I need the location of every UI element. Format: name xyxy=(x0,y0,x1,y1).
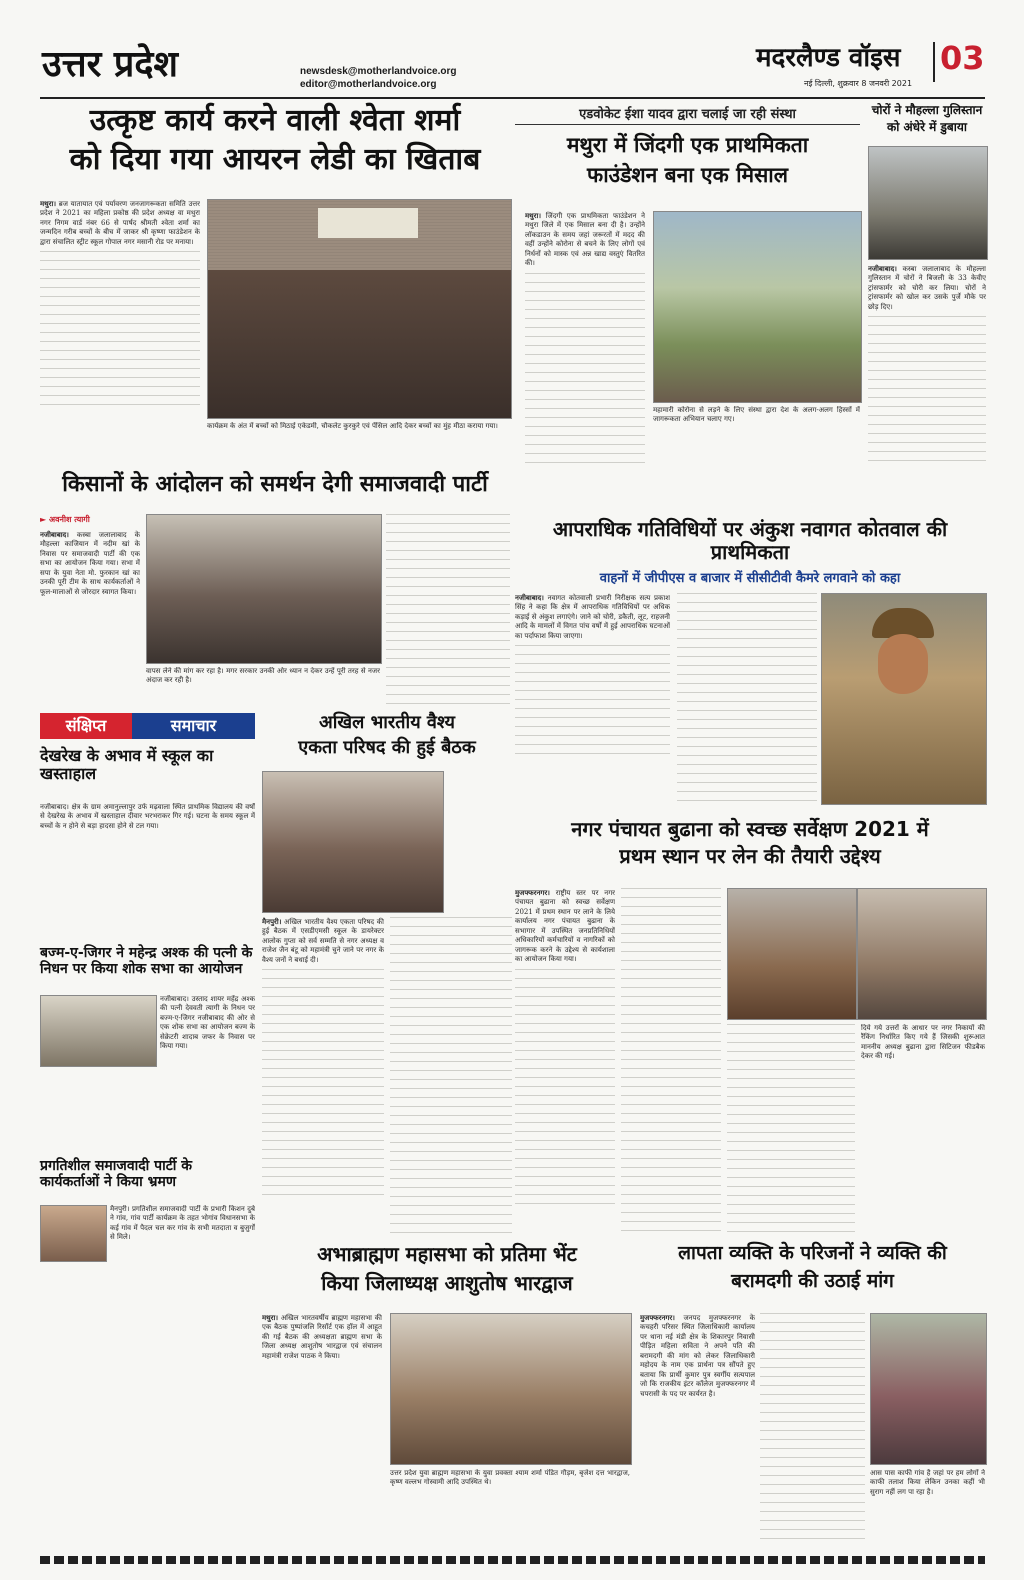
story4-body-column3 xyxy=(386,514,510,704)
page-number: 03 xyxy=(940,39,985,77)
story-vaishya xyxy=(262,713,512,1233)
brief-item3-title: प्रगतिशील समाजवादी पार्टी के कार्यकर्ताओं ने किया भ्रमण xyxy=(40,1158,193,1191)
story1-caption: कार्यक्रम के अंत में बच्चों को मिठाई एकेडमी, चौकलेट कुरकुरे एवं पेंसिल आदि देकर बच्चों का मुंह मीठा कराया गया। xyxy=(207,422,498,430)
story4-caption: वापस लेने की मांग कर रहा है। मगर सरकार उनकी ओर ध्यान न देकर उन्हें पूरी तरह से नजर अंदाज कर रही है। xyxy=(146,667,380,685)
story8-headline-line1: अभाब्राह्मण महासभा को प्रतिमा भेंट xyxy=(317,1242,577,1266)
story3-lead: कस्बा जलालाबाद के मौहल्ला गुलिस्तान में चोरों ने बिजली के 33 केवीए ट्रांसफार्मर को चोरी कर लिया। चोरों ने ट्रांसफार्मर को खोल कर उसके पुर्जे मौके पर छोड़ दिए। xyxy=(868,265,986,311)
story9-headline-line2: बरामदगी की उठाई मांग xyxy=(731,1269,894,1292)
masthead xyxy=(0,0,1024,100)
story4-lead: कस्बा जलालाबाद के मौहल्ला काजियान में नदीम खां के निवास पर समाजवादी पार्टी की एक सभा का आयोजन किया गया। सभा में सपा के युवा नेता मो. फुरकान खां का उनकी पूरी टीम के साथ कार्यकर्ताओं ने फूल-मालाओं से जोरदार स्वागत किया। xyxy=(40,531,140,596)
story2-headline-line1: मथुरा में जिंदगी एक प्राथमिकता xyxy=(566,133,809,157)
story-budhana xyxy=(515,818,985,1238)
masthead-divider xyxy=(933,42,935,82)
story2-lead: जिंदगी एक प्राथमिकता फाउंडेशन ने मथुरा जिले में एक मिसाल बना दी है। उन्होंने लॉकडाउन के समय जहां जरूरतों में मदद की वहीं उन्होंने कोरोना से बचने के लिए लोगों एवं निर्धनों को मास्क एवं अन्न खाद्य वस्तुएं वितरित की। xyxy=(525,212,645,268)
story1-body-continued xyxy=(40,251,200,411)
story4-photo xyxy=(146,514,382,664)
story2-caption: महामारी कोरोना से लड़ने के लिए संस्था द्वारा देश के अलग-अलग हिस्सों में जागरूकता अभियान चलाए गए। xyxy=(653,406,860,424)
print-registration-bar xyxy=(40,1556,985,1564)
brand-name: मदरलैण्ड वॉइस xyxy=(756,43,901,73)
story4-headline: किसानों के आंदोलन को समर्थन देगी समाजवादी पार्टी xyxy=(62,472,488,497)
story8-headline-line2: किया जिलाध्यक्ष आशुतोष भारद्वाज xyxy=(321,1271,573,1295)
story7-body-column3 xyxy=(727,1024,855,1234)
story5-lead: नवागत कोतवाली प्रभारी निरीक्षक सत्य प्रकाश सिंह ने कहा कि क्षेत्र में आपराधिक गतिविधियों पर अधिक कड़ाई से अंकुश लगाएंगे। जाने को चोरी, डकैती, लूट, राहजनी आदि के मामलों में विगत पांच वर्षों में हुई आपराधिक घटनाओं का पर्दाफाश किया जाएगा। xyxy=(515,594,670,640)
story6-body-continued xyxy=(262,969,384,1199)
brief-label-right: समाचार xyxy=(132,713,255,739)
story8-caption: उत्तर प्रदेश युवा ब्राह्मण महासभा के युवा प्रवक्ता श्याम शर्मा पंडित गौड़म, बृजेश दत्त भारद्वाज, कृष्ण वल्लभ गोस्वामी आदि उपस्थित थे। xyxy=(390,1469,630,1487)
story9-photo xyxy=(870,1313,987,1465)
story4-dateline: नजीबाबाद। xyxy=(40,530,69,539)
story7-body-continued xyxy=(515,969,615,1209)
story6-body xyxy=(262,917,384,1233)
story5-photo-officer xyxy=(821,593,987,805)
story6-body-column2 xyxy=(390,917,512,1233)
story6-headline-line1: अखिल भारतीय वैश्य xyxy=(318,712,455,733)
brief-header xyxy=(40,713,255,739)
story9-caption: आस पास काफी गांव है जहां पर हम लोगों ने काफी तलाश किया लेकिन उनका कहीं भी सुराग नहीं लग पा रहा है। xyxy=(870,1469,985,1496)
story4-byline xyxy=(40,514,90,525)
email-editor[interactable]: editor@motherlandvoice.org xyxy=(300,79,437,90)
story1-headline-line1: उत्कृष्ट कार्य करने वाली श्वेता शर्मा xyxy=(89,103,461,138)
story5-body-continued xyxy=(515,645,670,755)
story7-body xyxy=(515,888,615,1238)
brief-item2-title: बज्म-ए-जिगर ने महेन्द्र अश्क की पत्नी के निधन पर किया शोक सभा का आयोजन xyxy=(40,945,253,978)
story6-photo xyxy=(262,771,444,913)
story3-headline-line2: को अंधेरे में डुबाया xyxy=(887,119,967,134)
photo-banner xyxy=(318,208,418,238)
story7-headline-line2: प्रथम स्थान पर लेन की तैयारी उद्देश्य xyxy=(619,844,881,868)
story9-headline-line1: लापता व्यक्ति के परिजनों ने व्यक्ति की xyxy=(678,1242,947,1264)
story7-photo-right xyxy=(857,888,987,1020)
story5-body xyxy=(515,593,670,803)
brief-item3-photo xyxy=(40,1205,107,1262)
story5-body-column2 xyxy=(677,593,817,803)
story-iron-lady xyxy=(40,104,510,469)
story8-body xyxy=(262,1313,382,1543)
story-theft xyxy=(868,104,986,509)
story3-photo xyxy=(868,146,988,260)
brief-news xyxy=(40,713,255,1533)
story9-dateline: मुजफ्फरनगर। xyxy=(640,1313,675,1322)
story-brahmin-mahasabha xyxy=(262,1243,632,1543)
story2-body-continued xyxy=(525,273,645,463)
dateline: नई दिल्ली, शुक्रवार 8 जनवरी 2021 xyxy=(804,79,913,88)
story3-dateline: नजीबाबाद। xyxy=(868,264,897,273)
brief-item2-text: नजीबाबाद। उस्ताद शायर महेंद्र अश्क की पत्नी देववती त्यागी के निधन पर बज्म-ए-जिगर नजीबाबाद की ओर से एक शोक सभा का आयोजन बज्म के सेक्रेटरी शादाब जफर के निवास पर किया गया। xyxy=(160,995,255,1051)
story9-body-column2 xyxy=(760,1313,865,1543)
story8-photo xyxy=(390,1313,632,1465)
story4-body xyxy=(40,530,140,705)
story5-dateline: नजीबाबाद। xyxy=(515,593,544,602)
story9-body xyxy=(640,1313,755,1543)
story5-headline: आपराधिक गतिविधियों पर अंकुश नवागत कोतवाल की प्राथमिकता xyxy=(552,517,948,564)
story7-lead: राष्ट्रीय स्तर पर नगर पंचायत बुढाना को स्वच्छ सर्वेक्षण 2021 में प्रथम स्थान पर लाने के लिये कार्यालय नगर पंचायत बुढाना के सभागार में उपस्थित जनप्रतिनिधियों अधिकारियों कर्मचारियों व नागरिकों को जागरूक करने के उद्देश्य से कार्यशाला का आयोजन किया गया। xyxy=(515,889,615,964)
email-newsdesk[interactable]: newsdesk@motherlandvoice.org xyxy=(300,66,457,77)
brief-item1-title: देखरेख के अभाव में स्कूल का खस्ताहाल xyxy=(40,746,214,784)
brief-item3-text: मैनपुरी। प्रगतिशील समाजवादी पार्टी के प्रभारी किशन दुबे ने गांव, गांव पार्टी कार्यक्रम के तहत भोगांव विधानसभा के कई गांव में पैदल चल कर गांव के सभी मतदाता व बुजुर्गों से मिले। xyxy=(110,1205,255,1242)
story8-dateline: मथुरा। xyxy=(262,1313,278,1322)
story7-tail: दिये गये उत्तरों के आधार पर नगर निकायों की रैंकिंग निर्धारित किए गये हैं जिसकी शुरूआत माननीय अध्यक्ष बुढाना द्वारा सिटिजन फीडबैक देकर की गई। xyxy=(861,1024,985,1061)
story8-lead: अखिल भारतवर्षीय ब्राह्मण महासभा की एक बैठक पुष्पांजलि रिसॉर्ट एक हॉल में आहूत की गई बैठक की अध्यक्षता ब्राह्मण सभा के जिला अध्यक्ष आशुतोष भारद्वाज एवं संचालन महामंत्री राजेश पाठक ने किया। xyxy=(262,1314,382,1360)
story1-body xyxy=(40,199,200,469)
story2-photo xyxy=(653,211,862,403)
byline-arrow-icon: ► xyxy=(40,515,47,524)
story7-headline-line1: नगर पंचायत बुढाना को स्वच्छ सर्वेक्षण 2021 में xyxy=(571,817,929,841)
photo-crowd xyxy=(208,270,511,418)
story-zindagi-foundation xyxy=(515,104,860,504)
story6-dateline: मैनपुरी। xyxy=(262,917,282,926)
story3-body-continued xyxy=(868,316,986,466)
story4-byline-name: अवनीश त्यागी xyxy=(48,515,90,524)
brief-item2-photo xyxy=(40,995,157,1067)
story-farmers xyxy=(40,472,510,707)
story2-dateline: मथुरा। xyxy=(525,211,541,220)
story5-subhead: वाहनों में जीपीएस व बाजार में सीसीटीवी कैमरे लगवाने को कहा xyxy=(599,571,901,586)
story1-headline-line2: को दिया गया आयरन लेडी का खिताब xyxy=(69,141,481,177)
story2-body xyxy=(525,211,645,504)
brief-item1-text: नजीबाबाद। क्षेत्र के ग्राम अमानुल्लापुर उर्फ मढ़वाला स्थित प्राथमिक विद्यालय की वर्षों से देखरेख के अभाव में खस्ताहाल दीवार भरभराकर गिर गई। घटना के समय स्कूल में बच्चों के न होने से बड़ा हादसा होने से टल गया। xyxy=(40,803,255,830)
story2-kicker: एडवोकेट ईशा यादव द्वारा चलाई जा रही संस्था xyxy=(515,104,860,125)
story7-photo-left xyxy=(727,888,857,1020)
story6-headline-line2: एकता परिषद की हुई बैठक xyxy=(298,736,476,758)
story6-lead: अखिल भारतीय वैश्य एकता परिषद की हुई बैठक में एसडीएमसी स्कूल के डायरेक्टर आलोक गुप्ता को सर्व सम्मति से नगर अध्यक्ष व राजेश जैन बंटू को महामंत्री चुने जाने पर नगर के वैश्य जनों ने बधाई दी। xyxy=(262,918,384,964)
story2-headline-line2: फाउंडेशन बना एक मिसाल xyxy=(587,163,788,188)
story-kotwal xyxy=(515,518,985,810)
story3-headline-line1: चोरों ने मौहल्ला गुलिस्तान xyxy=(871,103,983,117)
story3-body xyxy=(868,264,986,509)
brief-label-left: संक्षिप्त xyxy=(40,713,132,739)
story1-dateline: मथुरा। xyxy=(40,199,56,208)
officer-face xyxy=(878,634,928,694)
story9-lead: जनपद मुजफ्फरनगर के कचहरी परिसर स्थित जिलाधिकारी कार्यालय पर थाना नई मंडी क्षेत्र के शिकारपुर निवासी पीड़ित महिला सविता ने अपने पति की बरामदगी की मांग को लेकर जिलाधिकारी महोदय के नाम एक प्रार्थना पत्र सौंपते हुए बताया कि प्रार्थी कुमार पुत्र स्वर्गीय सत्यपाल जो कि राजकीय इंटर कॉलेज मुजफ्फरनगर में चपरासी के पद पर कार्यरत है। xyxy=(640,1314,755,1398)
story7-body-column2 xyxy=(621,888,721,1238)
story1-lead: ब्रज यातायात एवं पर्यावरण जनजागरूकता समिति उत्तर प्रदेश ने 2021 का महिला प्रकोष्ठ की प्रदेश अध्यक्ष वा मथुरा नगर निगम वार्ड नंबर 66 से पार्षद श्रीमती श्वेता शर्मा का जन्मदिन गरीब बच्चों के बीच में जाकर श्री कृष्णा फाउंडेशन के द्वारा संचालित स्ट्रीट स्कूल गोपाल नगर मसानी रोड पर मनाया। xyxy=(40,200,200,246)
story1-photo xyxy=(207,199,512,419)
story7-dateline: मुजफ्फरनगर। xyxy=(515,888,550,897)
story-missing-person xyxy=(640,1243,985,1543)
masthead-rule xyxy=(40,97,985,99)
section-title: उत्तर प्रदेश xyxy=(42,44,178,85)
